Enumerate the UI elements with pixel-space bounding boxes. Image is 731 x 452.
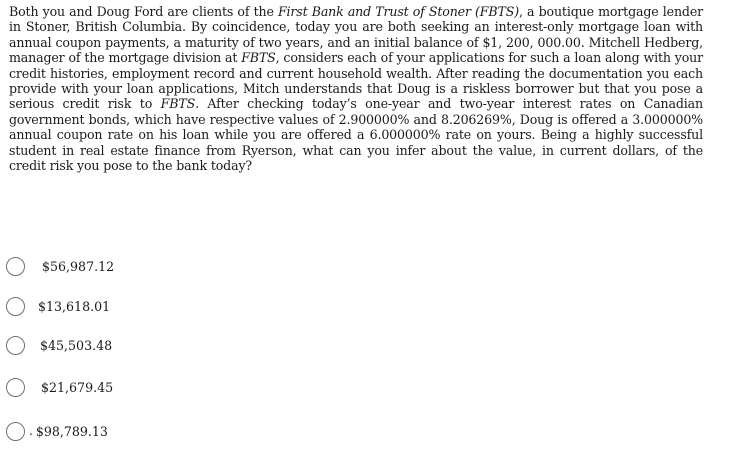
question-part-3: , considers each of your applications for such a loan along with your credit histories, employment record and current household wealth. After reading the documentation you each provide with your loan applications, Mitch understands that Doug is a riskless borrower but that you pose a serious credit risk to <box>9 50 703 112</box>
radio-button-5[interactable] <box>6 422 25 441</box>
question-part-1: Both you and Doug Ford are clients of the <box>9 4 278 19</box>
option-2-label: $13,618.01 <box>38 298 111 314</box>
option-1-label: $56,987.12 <box>42 258 115 274</box>
option-3[interactable] <box>6 333 112 357</box>
radio-button-1[interactable] <box>6 257 25 276</box>
option-5-label: $98,789.13 <box>35 423 108 439</box>
question-part-4: . After checking today’s one-year and two-year interest rates on Canadian government bonds, which have respective values of 2.900000% and 8.206269%, Doug is offered a 3.000000% annual coupon rate on his loan while you are offered a 6.000000% rate on yours. Being a highly successful student in real estate finance from Ryerson, what can you infer about the value, in current dollars, of the credit risk you pose to the bank today? <box>9 96 703 174</box>
option-3-label: $45,503.48 <box>40 337 113 353</box>
bank-abbr-1: FBTS <box>241 50 276 66</box>
radio-button-2[interactable] <box>6 297 25 316</box>
question-part-2: , a boutique mortgage lender in Stoner, British Columbia. By coincidence, today you are both seeking an interest-only mortgage loan with annual coupon payments, a maturity of two years, and an initial balance of $1, 200, 000.00. Mitchell Hedberg, manager of the mortgage division at <box>9 4 703 66</box>
bank-abbr-2: FBTS <box>160 96 196 112</box>
option-5[interactable] <box>6 419 108 443</box>
option-4[interactable] <box>6 375 113 399</box>
bank-name: First Bank and Trust of Stoner (FBTS) <box>277 4 519 19</box>
option-5-prefix: . <box>29 424 33 438</box>
option-2[interactable] <box>6 294 110 318</box>
radio-button-4[interactable] <box>6 378 25 397</box>
radio-button-3[interactable] <box>6 336 25 355</box>
option-4-label: $21,679.45 <box>41 379 114 395</box>
option-1[interactable] <box>6 254 114 278</box>
